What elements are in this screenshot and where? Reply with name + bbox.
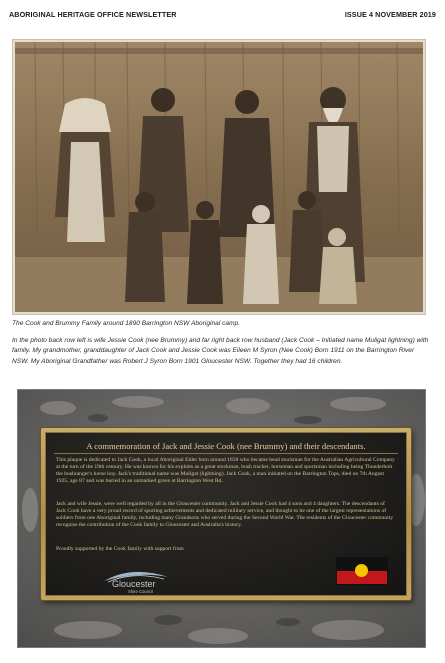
plaque-title: A commemoration of Jack and Jessie Cook (nee Brummy) and their descendants.	[86, 441, 366, 451]
logo-subtitle: Shire Council	[128, 589, 153, 594]
newsletter-header	[9, 10, 436, 22]
bronze-plaque	[41, 428, 411, 600]
family-paragraph: In the photo back row left is wife Jessie Cook (nee Brummy) and far right back row husband (Jack Cook – Initiated name Muligat lightning) with family. My grandmother, granddaughter of Jack Cook and Jessie Cook was Eileen M Syron (Nee Cook) Born 1911 on the Barrington River NSW. My Aboriginal Grandfather was Robert J Syron Born 1901 Gloucester NSW. Together they had 16 children.	[12, 337, 429, 365]
plaque-divider	[54, 453, 398, 454]
photo-caption: The Cook and Brummy Family around 1890 Barrington NSW Aboriginal camp.	[12, 320, 241, 327]
flag-sun	[355, 564, 368, 577]
family-photo-image	[15, 42, 423, 312]
plaque-paragraph-1: This plaque is dedicated to Jack Cook, a local Aboriginal Elder born around 1838 who became head stockman for the Australian Agricultural Company at the turn of the 19th century. He was known for his exploits as a great stockman, bush tracker, horseman and sportsman including being Thunderbolt the bushranger's horse boy. Jack's traditional name was Muligat (lightning). Jack Cook, a man initiated on the Barrington Tops, died on 7th August 1925, age 87 and was buried in an unmarked grave at Barrington West Rd.	[56, 457, 395, 484]
aboriginal-flag-icon	[336, 557, 388, 585]
plaque-face	[45, 432, 407, 596]
logo-name: Gloucester	[112, 579, 156, 589]
plaque-paragraph-2: Jack and wife Jessie, were well regarded by all in the Gloucester community. Jack and Jessie Cook had 4 sons and 4 daughters. The descendants of Jack Cook have a very proud record of sporting achievements and dedicated military service, and thought to be one of the largest representations of soldiers from one Aboriginal family, including many Grandsons who served during the Second World War. The residents of the Gloucester community recognise the contribution of the Cook family to Gloucester and Australia's history.	[56, 501, 394, 528]
plaque-photo	[17, 389, 426, 648]
newsletter-title: ABORIGINAL HERITAGE OFFICE NEWSLETTER	[9, 10, 177, 19]
issue-date: ISSUE 4 NOVEMBER 2019	[344, 10, 436, 19]
gloucester-council-logo	[102, 569, 172, 595]
plaque-support-text: Proudly supported by the Cook family with support from	[56, 546, 184, 552]
family-photo	[12, 39, 426, 315]
